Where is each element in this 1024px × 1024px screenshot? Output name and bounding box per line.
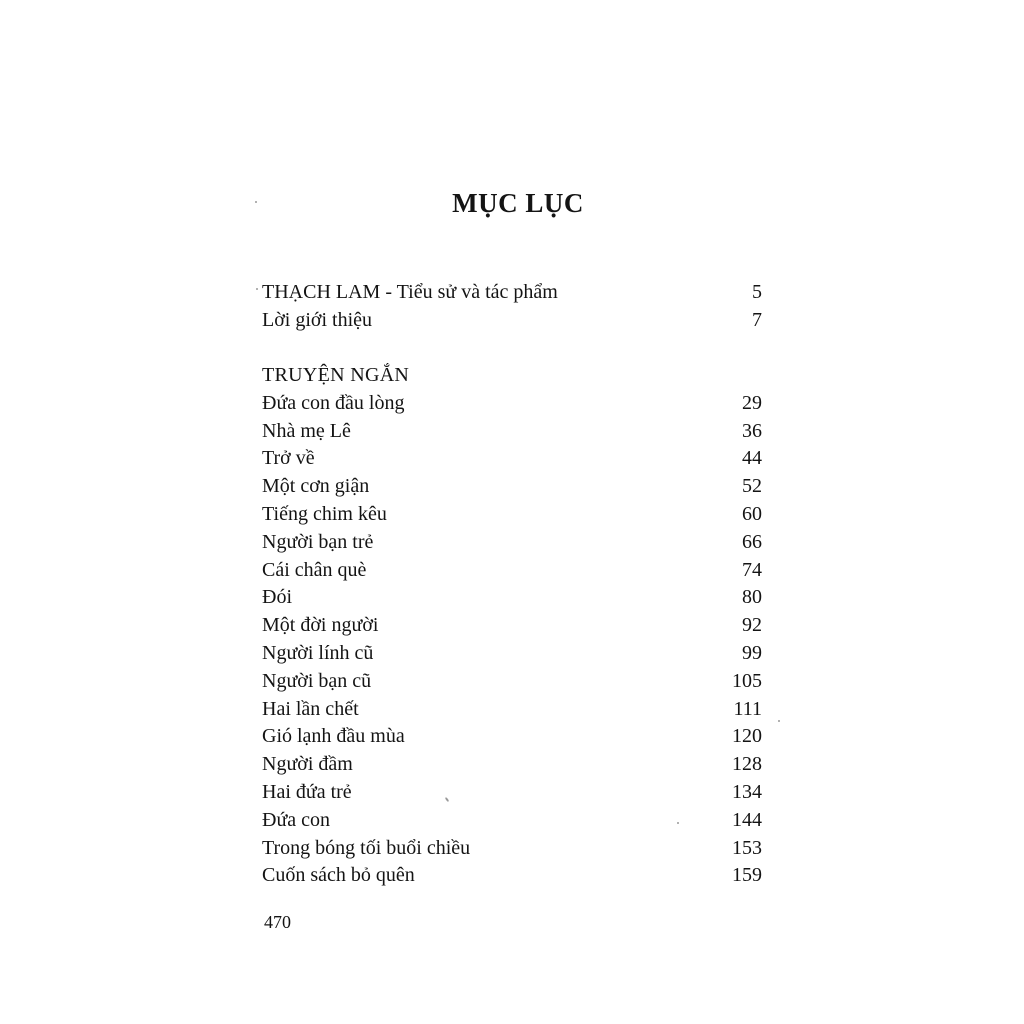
- scan-speck: [778, 720, 780, 722]
- toc-entry-label: Người đầm: [262, 753, 353, 776]
- toc-entry-page: 74: [742, 558, 762, 581]
- toc-entry-label: Cái chân què: [262, 558, 367, 581]
- toc-entry: [262, 557, 762, 585]
- toc-entry-label: Nhà mẹ Lê: [262, 419, 351, 442]
- toc-entry-page: 105: [732, 669, 762, 692]
- toc-entry-page: 99: [742, 641, 762, 664]
- scan-speck: [256, 288, 258, 290]
- toc-entry-label: THẠCH LAM - Tiểu sử và tác phẩm: [262, 281, 558, 303]
- toc-entry-page: 144: [732, 808, 762, 831]
- toc-entry-page: 66: [742, 530, 762, 553]
- toc-entry: [262, 779, 762, 807]
- toc-entry-label: Trong bóng tối buổi chiều: [262, 836, 471, 859]
- toc-entry-label: Người lính cũ: [262, 641, 374, 664]
- toc-entry: [262, 612, 762, 640]
- toc-entry: [262, 445, 762, 473]
- toc-entry-page: 120: [732, 725, 762, 748]
- toc-entry-label: Một cơn giận: [262, 475, 370, 498]
- scan-speck: [677, 822, 679, 824]
- toc-entry-page: 7: [752, 308, 762, 331]
- toc-entry-label: Cuốn sách bỏ quên: [262, 864, 415, 887]
- toc-entry-page: 36: [742, 419, 762, 442]
- toc-entry-label: Gió lạnh đầu mùa: [262, 725, 405, 748]
- toc-entry: [262, 751, 762, 779]
- toc-entry-page: 153: [732, 836, 762, 859]
- toc-entry-page: 5: [752, 281, 762, 303]
- toc-entry: [262, 668, 762, 696]
- toc-entry-page: 44: [742, 447, 762, 470]
- toc-entry-label: Người bạn cũ: [262, 669, 372, 692]
- toc-entry-label: Đói: [262, 586, 292, 609]
- toc-entry: [262, 723, 762, 751]
- toc-entry-label: Đứa con: [262, 808, 331, 831]
- toc-entry: [262, 584, 762, 612]
- toc-entry: [262, 807, 762, 835]
- toc-entry-page: 111: [733, 697, 762, 720]
- toc-entry-label: Hai lần chết: [262, 697, 359, 720]
- toc-entry: [262, 501, 762, 529]
- toc-entry: [262, 835, 762, 863]
- toc-entry: [262, 418, 762, 446]
- toc-entry-label: Trở về: [262, 447, 315, 470]
- page-title: MỤC LỤC: [452, 188, 584, 218]
- toc-entry-label: Lời giới thiệu: [262, 308, 373, 331]
- toc-entry-page: 134: [732, 780, 762, 803]
- toc-entry: [262, 862, 762, 890]
- toc-entry: [262, 529, 762, 557]
- toc-entry: [262, 307, 762, 335]
- toc-entry-label: Hai đứa trẻ: [262, 780, 352, 803]
- toc-entry: [262, 279, 762, 307]
- toc-entry-page: 128: [732, 753, 762, 776]
- toc-entry: [262, 473, 762, 501]
- scan-speck: [255, 201, 257, 203]
- front-matter-list: [262, 279, 762, 335]
- toc-entry-page: 60: [742, 502, 762, 525]
- toc-entry: [262, 390, 762, 418]
- page-number: 470: [264, 912, 291, 932]
- short-stories-section: [262, 362, 762, 890]
- toc-entry-label: Một đời người: [262, 614, 379, 637]
- toc-entry-page: 159: [732, 864, 762, 887]
- toc-entry: [262, 696, 762, 724]
- toc-entry-page: 80: [742, 586, 762, 609]
- toc-entry-label: Người bạn trẻ: [262, 530, 374, 553]
- toc-entry-page: 92: [742, 614, 762, 637]
- toc-entry: [262, 640, 762, 668]
- section-heading: TRUYỆN NGẮN: [262, 364, 410, 386]
- toc-entry-label: Tiếng chim kêu: [262, 502, 387, 525]
- toc-entry-page: 52: [742, 475, 762, 498]
- toc-entry-label: Đứa con đầu lòng: [262, 391, 405, 414]
- toc-entry-page: 29: [742, 391, 762, 414]
